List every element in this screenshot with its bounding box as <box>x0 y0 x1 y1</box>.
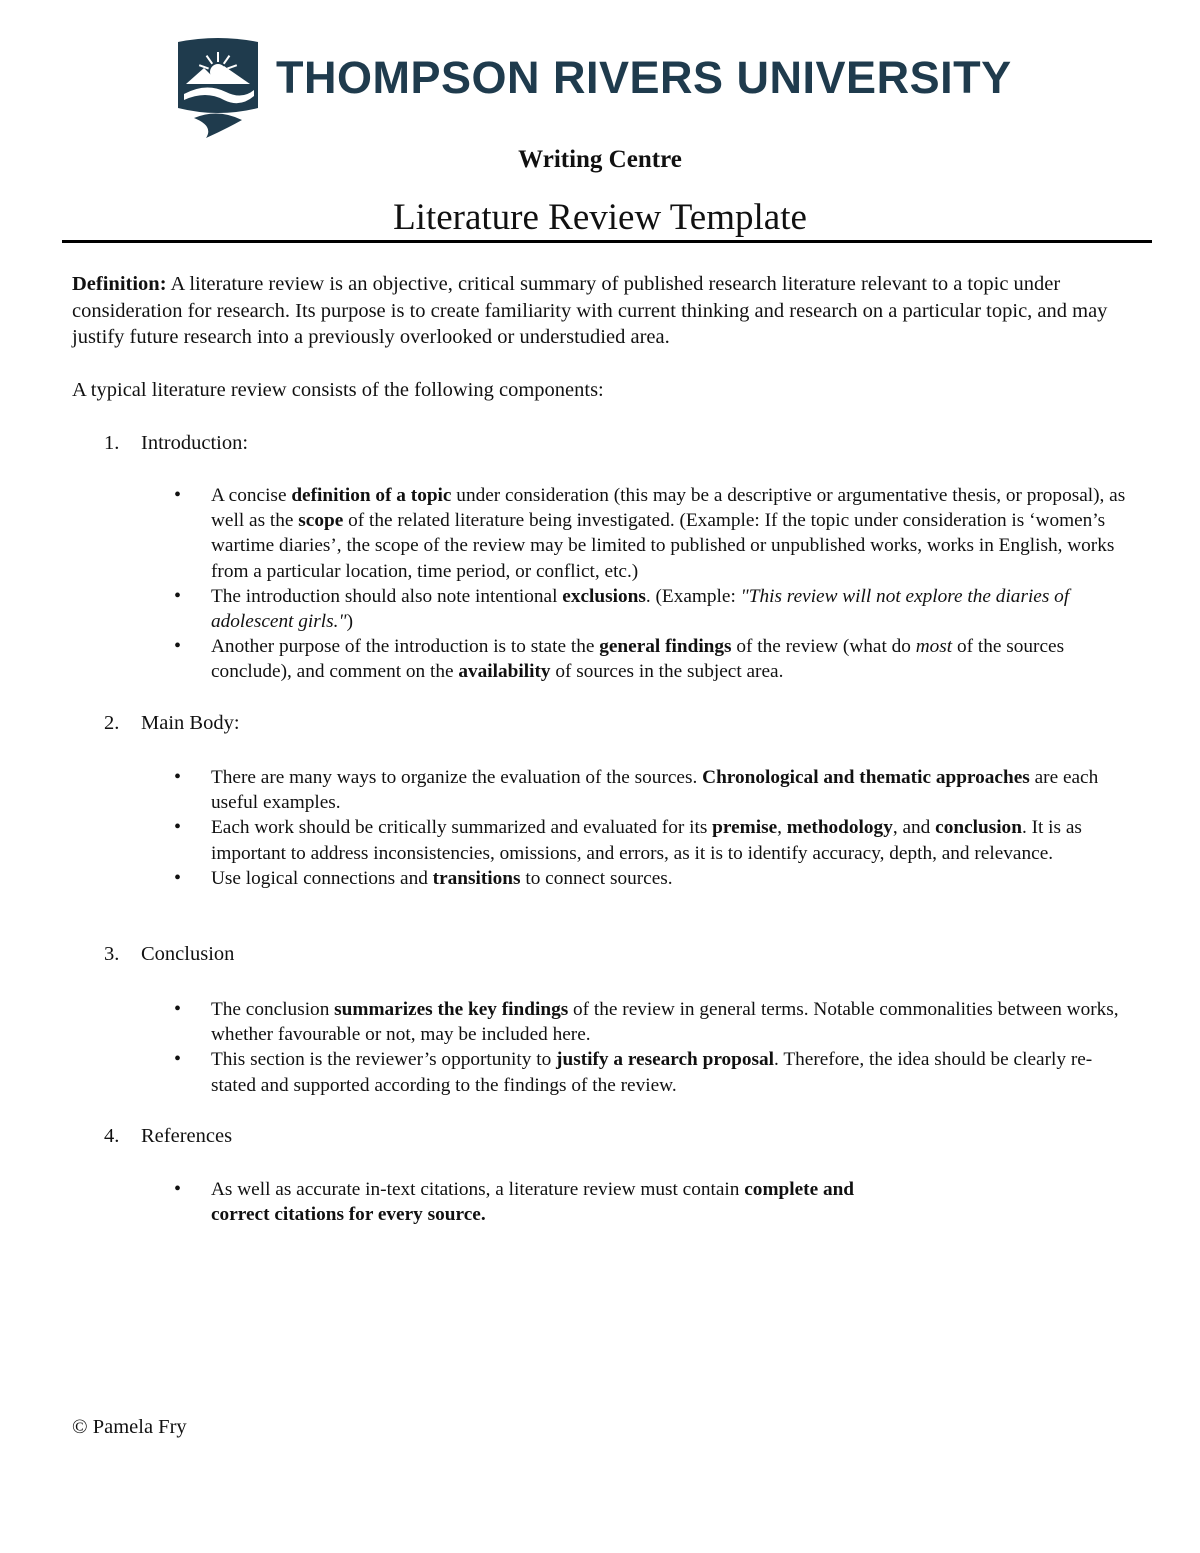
text-run: As well as accurate in-text citations, a literature review must contain <box>211 1179 745 1200</box>
bold-phrase: conclusion <box>935 817 1022 839</box>
text-run: There are many ways to organize the evaluation of the sources. <box>211 767 703 788</box>
section-number: 4. <box>104 1125 120 1147</box>
section-heading-introduction <box>104 432 248 455</box>
bold-phrase: Chronological and thematic approaches <box>702 767 1030 788</box>
bold-phrase: complete and <box>744 1179 855 1200</box>
text-run: of the review in general terms. Notable commonalities between works, whether favourable or not, may be included here. <box>211 999 1119 1046</box>
tru-mountain-sun-river-logo-icon <box>176 38 260 140</box>
definition-label: Definition: <box>72 273 167 295</box>
title-divider <box>62 240 1152 243</box>
list-item <box>211 765 1136 815</box>
section-list-main-body <box>211 765 1136 891</box>
list-item <box>211 815 1136 865</box>
text-run: This section is the reviewer’s opportunity to <box>211 1049 557 1071</box>
bold-phrase: transitions <box>432 867 521 889</box>
components-intro: A typical literature review consists of the following components: <box>72 379 604 401</box>
bold-phrase: general findings <box>599 636 732 658</box>
text-run: of the related literature being investigated. (Example: If the topic under consideration is ‘women’s wartime diaries’, the scope of the review may be limited to published or unpublished works, works in English, works from a particular location, time period, or conflict, etc.) <box>211 510 1115 582</box>
definition-text: A literature review is an objective, critical summary of published research literature relevant to a topic under consideration for research. Its purpose is to create familiarity with current thinking and research on a particular topic, and may justify future research into a previously overlooked or understudied area. <box>72 273 1108 348</box>
list-item <box>211 483 1136 584</box>
text-run: . It is as important to address inconsistencies, omissions, and errors, as it is to identify accuracy, depth, and relevance. <box>211 817 1082 864</box>
section-title: Main Body: <box>141 712 240 734</box>
text-run: , <box>777 817 787 839</box>
definition-paragraph <box>72 271 1142 351</box>
bold-phrase: premise <box>712 817 778 839</box>
list-item <box>211 997 1136 1047</box>
university-logo <box>176 38 1036 142</box>
bold-phrase: exclusions <box>562 585 646 607</box>
text-run: A concise <box>211 485 292 506</box>
copyright-footer: © Pamela Fry <box>72 1416 187 1438</box>
italic-phrase: "This review will not explore the diaries of adolescent girls." <box>211 585 1070 633</box>
text-run: ) <box>346 611 353 633</box>
section-list-references <box>211 1177 1136 1227</box>
section-title: References <box>141 1125 233 1147</box>
section-number: 2. <box>104 712 120 734</box>
bold-phrase: availability <box>458 661 551 683</box>
bold-phrase: scope <box>298 510 344 532</box>
bold-phrase: correct citations for every source. <box>211 1204 486 1226</box>
text-run: . Therefore, the idea should be clearly re-stated and supported according to the findings of the review. <box>211 1049 1093 1096</box>
section-list-introduction <box>211 483 1136 685</box>
text-run: . (Example: <box>645 585 741 607</box>
text-run: Each work should be critically summarized and evaluated for its <box>211 817 713 839</box>
section-heading-references <box>104 1125 232 1148</box>
list-item <box>211 866 1136 891</box>
section-title: Introduction: <box>141 432 249 454</box>
list-item <box>211 1177 1136 1227</box>
section-list-conclusion <box>211 997 1136 1098</box>
text-run: of sources in the subject area. <box>550 661 784 683</box>
bold-phrase: justify a research proposal <box>556 1049 775 1071</box>
italic-phrase: most <box>915 636 953 658</box>
section-heading-conclusion <box>104 943 234 966</box>
bold-phrase: methodology <box>786 817 893 839</box>
text-run: Use logical connections and <box>211 867 433 889</box>
text-run: The conclusion <box>211 999 335 1020</box>
text-run: , and <box>892 817 936 839</box>
section-title: Conclusion <box>141 943 235 965</box>
text-run: of the review (what do <box>731 636 916 658</box>
text-run: of the sources conclude), and comment on the <box>211 636 1065 683</box>
university-name: THOMPSON RIVERS UNIVERSITY <box>276 52 1012 103</box>
text-run: are each useful examples. <box>211 767 1099 814</box>
section-heading-main-body <box>104 712 240 735</box>
text-run: The introduction should also note intentional <box>211 585 563 607</box>
bold-phrase: definition of a topic <box>291 485 452 506</box>
page-title: Literature Review Template <box>393 197 807 238</box>
list-item <box>211 1047 1136 1097</box>
department-name: Writing Centre <box>518 146 682 173</box>
text-run: to connect sources. <box>520 867 673 889</box>
list-item <box>211 634 1136 684</box>
text-run: under consideration (this may be a descriptive or argumentative thesis, or proposal), as well as the <box>211 485 1126 532</box>
bold-phrase: summarizes the key findings <box>334 999 569 1020</box>
section-number: 3. <box>104 943 120 965</box>
section-number: 1. <box>104 432 120 454</box>
text-run: Another purpose of the introduction is to state the <box>211 636 600 658</box>
list-item <box>211 584 1136 634</box>
